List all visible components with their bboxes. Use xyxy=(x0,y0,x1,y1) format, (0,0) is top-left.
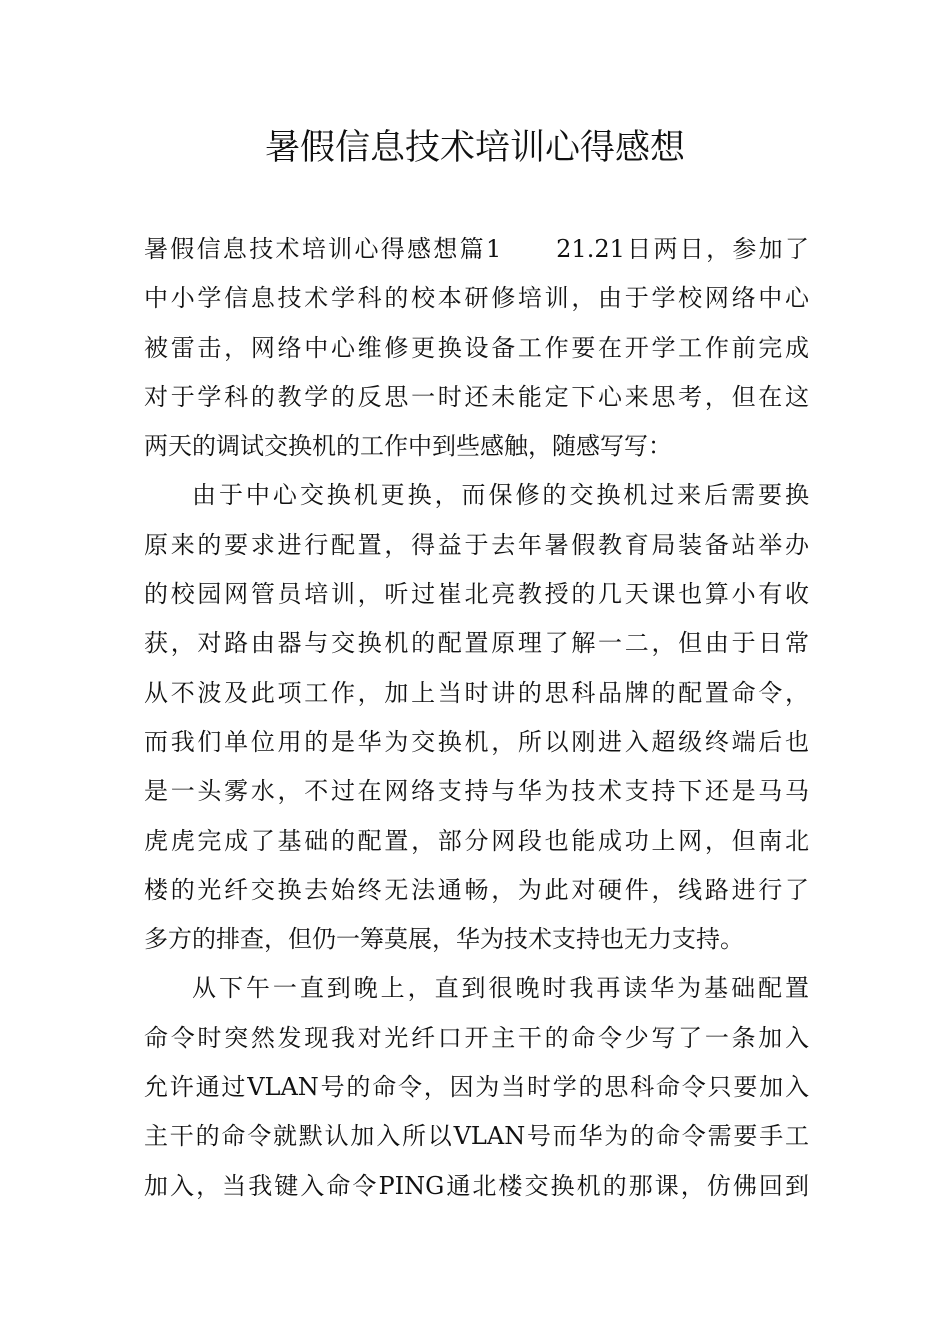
body-line: 从不波及此项工作，加上当时讲的思科品牌的配置命令， xyxy=(144,678,809,707)
body-line: 允许通过VLAN号的命令，因为当时学的思科命令只要加入 xyxy=(144,1073,809,1102)
body-line: 的校园网管员培训，听过崔北亮教授的几天课也算小有收 xyxy=(144,580,809,609)
body-line: 被雷击，网络中心维修更换设备工作要在开学工作前完成 xyxy=(144,333,809,362)
body-line: 中小学信息技术学科的校本研修培训，由于学校网络中心 xyxy=(144,284,809,313)
body-line: 从下午一直到晚上，直到很晚时我再读华为基础配置 xyxy=(192,974,809,1003)
document-title: 暑假信息技术培训心得感想 xyxy=(264,128,685,168)
body-line: 命令时突然发现我对光纤口开主干的命令少写了一条加入 xyxy=(144,1023,809,1052)
body-line: 虎虎完成了基础的配置，部分网段也能成功上网，但南北 xyxy=(144,826,809,855)
body-line: 主干的命令就默认加入所以VLAN号而华为的命令需要手工 xyxy=(144,1122,809,1151)
document-body xyxy=(144,225,809,1211)
body-line: 由于中心交换机更换，而保修的交换机过来后需要换 xyxy=(192,481,809,510)
body-line: 楼的光纤交换去始终无法通畅，为此对硬件，线路进行了 xyxy=(144,875,809,904)
body-line: 多方的排查，但仍一筹莫展，华为技术支持也无力支持。 xyxy=(144,925,744,954)
body-line: 原来的要求进行配置，得益于去年暑假教育局装备站举办 xyxy=(144,530,809,559)
body-line: 两天的调试交换机的工作中到些感触，随感写写： xyxy=(144,432,672,461)
body-line: 对于学科的教学的反思一时还未能定下心来思考，但在这 xyxy=(144,382,809,411)
body-line: 加入，当我键入命令PING通北楼交换机的那课，仿佛回到 xyxy=(144,1171,809,1200)
body-line: 获，对路由器与交换机的配置原理了解一二，但由于日常 xyxy=(144,629,809,658)
body-line: 是一头雾水，不过在网络支持与华为技术支持下还是马马 xyxy=(144,777,809,806)
body-line: 暑假信息技术培训心得感想篇1 21.21日两日，参加了 xyxy=(144,235,809,263)
body-line: 而我们单位用的是华为交换机，所以刚进入超级终端后也 xyxy=(144,727,809,756)
